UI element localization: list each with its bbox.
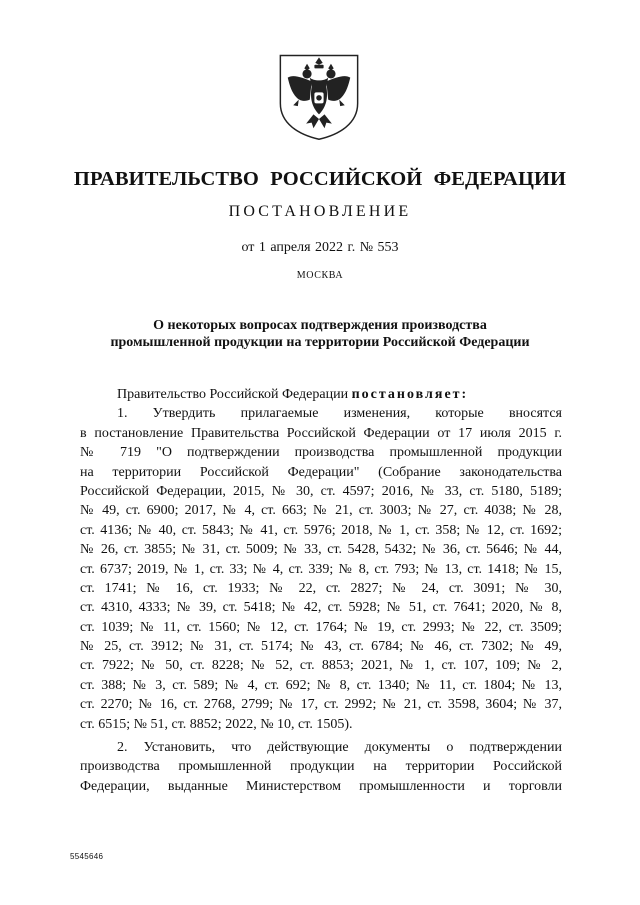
paragraph-line: 2. Установить, что действующие документы о подтверждении: [117, 740, 562, 756]
government-title: ПРАВИТЕЛЬСТВО РОССИЙСКОЙ ФЕДЕРАЦИИ: [73, 168, 567, 190]
paragraph-line: производства промышленной продукции на территории Российской: [80, 759, 562, 775]
paragraph-line: № 719 "О подтверждении производства промышленной продукции: [80, 445, 562, 461]
paragraph-line: ст. 7922; № 50, ст. 8228; № 52, ст. 8853; 2021, № 1, ст. 107, 109; № 2,: [80, 658, 562, 674]
paragraph-line: ст. 6737; 2019, № 1, ст. 33; № 4, ст. 339; № 8, ст. 793; № 13, ст. 1418; № 15,: [80, 561, 562, 577]
paragraph-line: на территории Российской Федерации" (Собрание законодательства: [80, 464, 562, 480]
subject-line: промышленной продукции на территории Российской Федерации: [110, 335, 530, 350]
paragraph-2: [80, 738, 562, 796]
coat-of-arms-icon: [273, 50, 365, 142]
preamble-text: Правительство Российской Федерации: [117, 387, 352, 402]
paragraph-1: [80, 404, 562, 734]
paragraph-line: 1. Утвердить прилагаемые изменения, которые вносятся: [117, 406, 562, 422]
document-code: 5545646: [70, 852, 104, 861]
document-body: [80, 385, 562, 796]
document-type: ПОСТАНОВЛЕНИЕ: [228, 203, 412, 220]
paragraph-line: ст. 6515; № 51, ст. 8852; 2022, № 10, ст. 1505).: [80, 716, 353, 732]
paragraph-line: Федерации, выданные Министерством промышленности и торговли: [80, 778, 562, 794]
paragraph-line: № 25, ст. 3912; № 31, ст. 5174; № 43, ст. 6784; № 46, ст. 7302; № 49,: [80, 639, 562, 655]
document-city: МОСКВА: [296, 270, 344, 281]
paragraph-line: ст. 4310, 4333; № 39, ст. 5418; № 42, ст. 5928; № 51, ст. 7641; 2020, № 8,: [80, 600, 562, 616]
paragraph-line: ст. 2270; № 16, ст. 2768, 2799; № 17, ст. 2992; № 21, ст. 3598, 3604; № 37,: [80, 697, 562, 713]
paragraph-line: Российской Федерации, 2015, № 30, ст. 4597; 2016, № 33, ст. 5180, 5189;: [80, 483, 562, 499]
paragraph-line: № 26, ст. 3855; № 31, ст. 5009; № 33, ст. 5428, 5432; № 36, ст. 5646; № 44,: [80, 542, 562, 558]
document-subject: [0, 317, 640, 351]
paragraph-line: ст. 4136; № 40, ст. 5843; № 41, ст. 5976; 2018, № 1, ст. 358; № 12, ст. 1692;: [80, 522, 562, 538]
subject-line: О некоторых вопросах подтверждения производства: [153, 318, 487, 333]
document-date-number: от 1 апреля 2022 г. № 553: [241, 240, 399, 255]
paragraph-line: ст. 1039; № 11, ст. 1560; № 12, ст. 1764; № 19, ст. 2993; № 22, ст. 3509;: [80, 619, 562, 635]
paragraph-line: в постановление Правительства Российской Федерации от 17 июля 2015 г.: [80, 425, 562, 441]
paragraph-line: № 49, ст. 6900; 2017, № 4, ст. 663; № 21, ст. 3003; № 27, ст. 4038; № 28,: [80, 503, 562, 519]
decree-word: постановляет:: [351, 387, 469, 402]
paragraph-line: ст. 388; № 3, ст. 589; № 4, ст. 692; № 8, ст. 1340; № 11, ст. 1804; № 13,: [80, 677, 562, 693]
preamble: [80, 385, 562, 404]
paragraph-line: ст. 1741; № 16, ст. 1933; № 22, ст. 2827; № 24, ст. 3091; № 30,: [80, 580, 562, 596]
